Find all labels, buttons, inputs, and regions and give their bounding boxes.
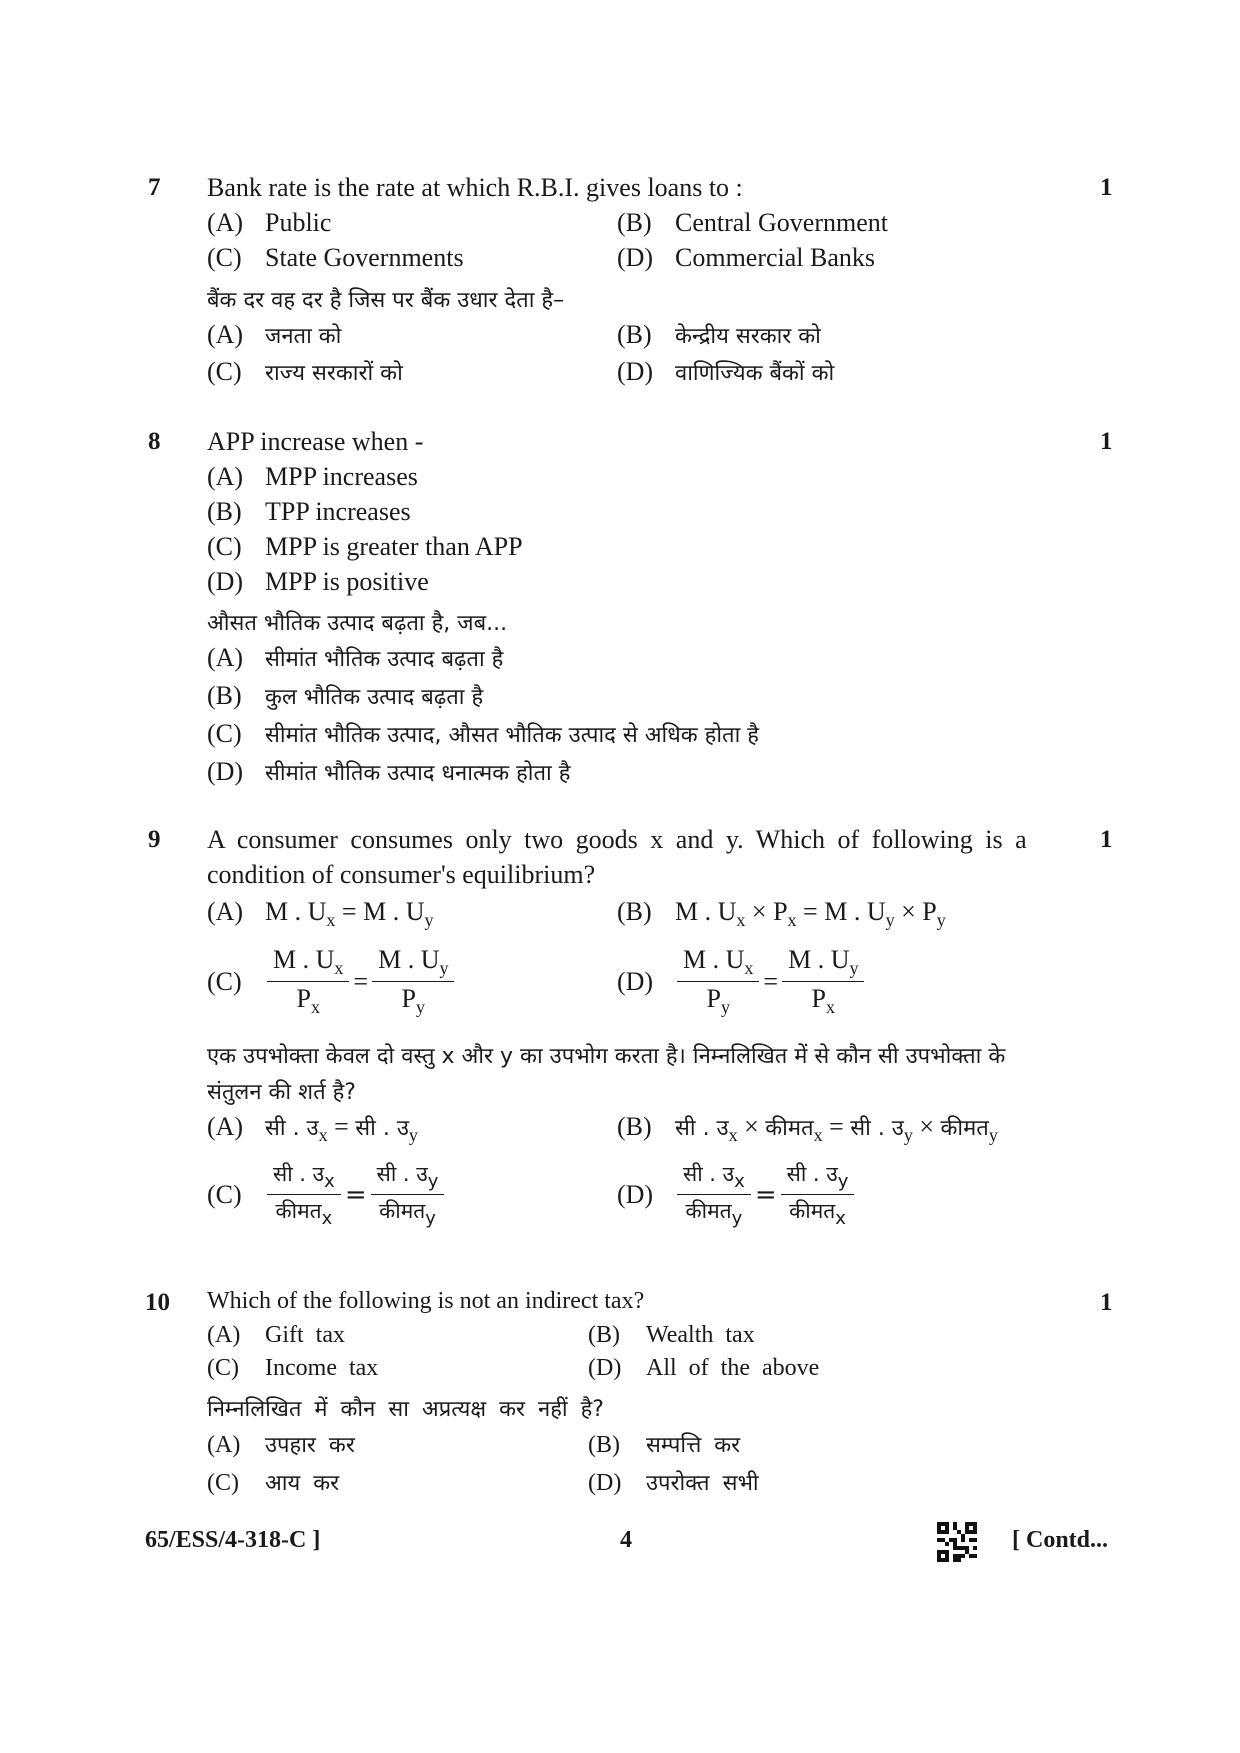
option-d-hi: (D) $\frac{सी . उ_x}{कीमत_y}$ = $\frac{सी . उ_y}{कीमत_x}$ [617,1160,856,1229]
option-c-en: (C) State Governments [207,243,464,272]
option-c-en: (C) Income tax [207,1355,379,1381]
fraction: $\frac{M . U_x}{P_x}$ [267,945,349,1018]
fraction: $\frac{M . U_y}{P_y}$ [372,945,454,1018]
question-number: 7 [148,174,161,201]
fraction: $\frac{सी . उ_x}{कीमत_x}$ [267,1160,341,1229]
option-c-hi: (C) आय कर [207,1470,340,1496]
option-d-en: (D) MPP is positive [207,567,429,596]
fraction: $\frac{सी . उ_y}{कीमत_y}$ [371,1160,445,1229]
option-d-hi: (D) सीमांत भौतिक उत्पाद धनात्मक होता है [207,757,571,786]
fraction: $\frac{सी . उ_y}{कीमत_x}$ [781,1160,855,1229]
question-marks: 1 [1100,174,1113,201]
option-c-hi: (C) सीमांत भौतिक उत्पाद, औसत भौतिक उत्पाद से अधिक होता है [207,719,759,748]
option-b-en: (B) TPP increases [207,497,411,526]
question-number: 10 [145,1289,170,1316]
qr-code-icon [937,1522,977,1562]
fraction: $\frac{सी . उ_x}{कीमत_y}$ [677,1160,751,1229]
option-c-en: (C) MPP is greater than APP [207,532,523,561]
option-b-hi: (B) केन्द्रीय सरकार को [617,320,821,349]
fraction: $\frac{M . U_y}{P_x}$ [782,945,864,1018]
question-text-hi-line2: संतुलन की शर्त है? [207,1080,356,1105]
question-marks: 1 [1100,826,1113,853]
option-b-en: (B) M . $U_x \times P_x = M$ . $U_y \times P_y$ [617,897,946,930]
option-b-en: (B) Central Government [617,208,888,237]
option-b-hi: (B) सी . उ$_x$ × कीमत$_x$ = सी . उ$_y$ × कीमत$_y$ [617,1112,998,1145]
question-text-hi: औसत भौतिक उत्पाद बढ़ता है, जब... [207,611,508,636]
option-b-hi: (B) कुल भौतिक उत्पाद बढ़ता है [207,681,484,710]
option-c-hi: (C) राज्य सरकारों को [207,357,403,386]
option-a-en: (A) Public [207,208,332,237]
option-a-hi: (A) सी . उ$_x$ = सी . उ$_y$ [207,1112,418,1145]
paper-code: 65/ESS/4-318-C ] [145,1527,321,1553]
continued-label: [ Contd... [1012,1527,1109,1553]
option-d-hi: (D) उपरोक्त सभी [588,1470,759,1496]
option-a-hi: (A) सीमांत भौतिक उत्पाद बढ़ता है [207,643,504,672]
option-b-hi: (B) सम्पत्ति कर [588,1432,741,1458]
option-a-en: (A) Gift tax [207,1322,345,1348]
option-c-en: (C) $\frac{M . U_x}{P_x}$ = $\frac{M . U_y}{P_y}$ [207,945,456,1018]
option-d-en: (D) Commercial Banks [617,243,876,272]
question-text-en-line2: condition of consumer's equilibrium? [207,860,596,889]
option-b-en: (B) Wealth tax [588,1322,755,1348]
option-d-hi: (D) वाणिज्यिक बैंकों को [617,357,835,386]
question-marks: 1 [1100,1289,1113,1316]
option-a-en: (A) M . $U_x = M$ . $U_y$ [207,897,434,930]
question-text-en: Which of the following is not an indirect tax? [207,1288,645,1314]
question-marks: 1 [1100,428,1113,455]
page-number: 4 [620,1527,632,1553]
question-text-hi: निम्नलिखित में कौन सा अप्रत्यक्ष कर नहीं है? [207,1397,604,1422]
question-text-en: Bank rate is the rate at which R.B.I. gives loans to : [207,173,743,202]
fraction: $\frac{M . U_x}{P_y}$ [677,945,759,1018]
question-text-en-line1: A consumer consumes only two goods x and y. Which of following is a [207,825,1027,854]
option-d-en: (D) $\frac{M . U_x}{P_y}$ = $\frac{M . U_y}{P_x}$ [617,945,866,1018]
option-d-en: (D) All of the above [588,1355,820,1381]
question-number: 9 [148,826,161,853]
question-number: 8 [148,428,161,455]
option-a-hi: (A) उपहार कर [207,1432,355,1458]
question-text-en: APP increase when - [207,427,424,456]
question-text-hi: बैंक दर वह दर है जिस पर बैंक उधार देता है– [207,288,565,313]
option-a-en: (A) MPP increases [207,462,418,491]
option-a-hi: (A) जनता को [207,320,342,349]
question-text-hi-line1: एक उपभोक्ता केवल दो वस्तु x और y का उपभोग करता है। निम्नलिखित में से कौन सी उपभोक्ता के [207,1044,1006,1069]
option-c-hi: (C) $\frac{सी . उ_x}{कीमत_x}$ = $\frac{सी . उ_y}{कीमत_y}$ [207,1160,446,1229]
